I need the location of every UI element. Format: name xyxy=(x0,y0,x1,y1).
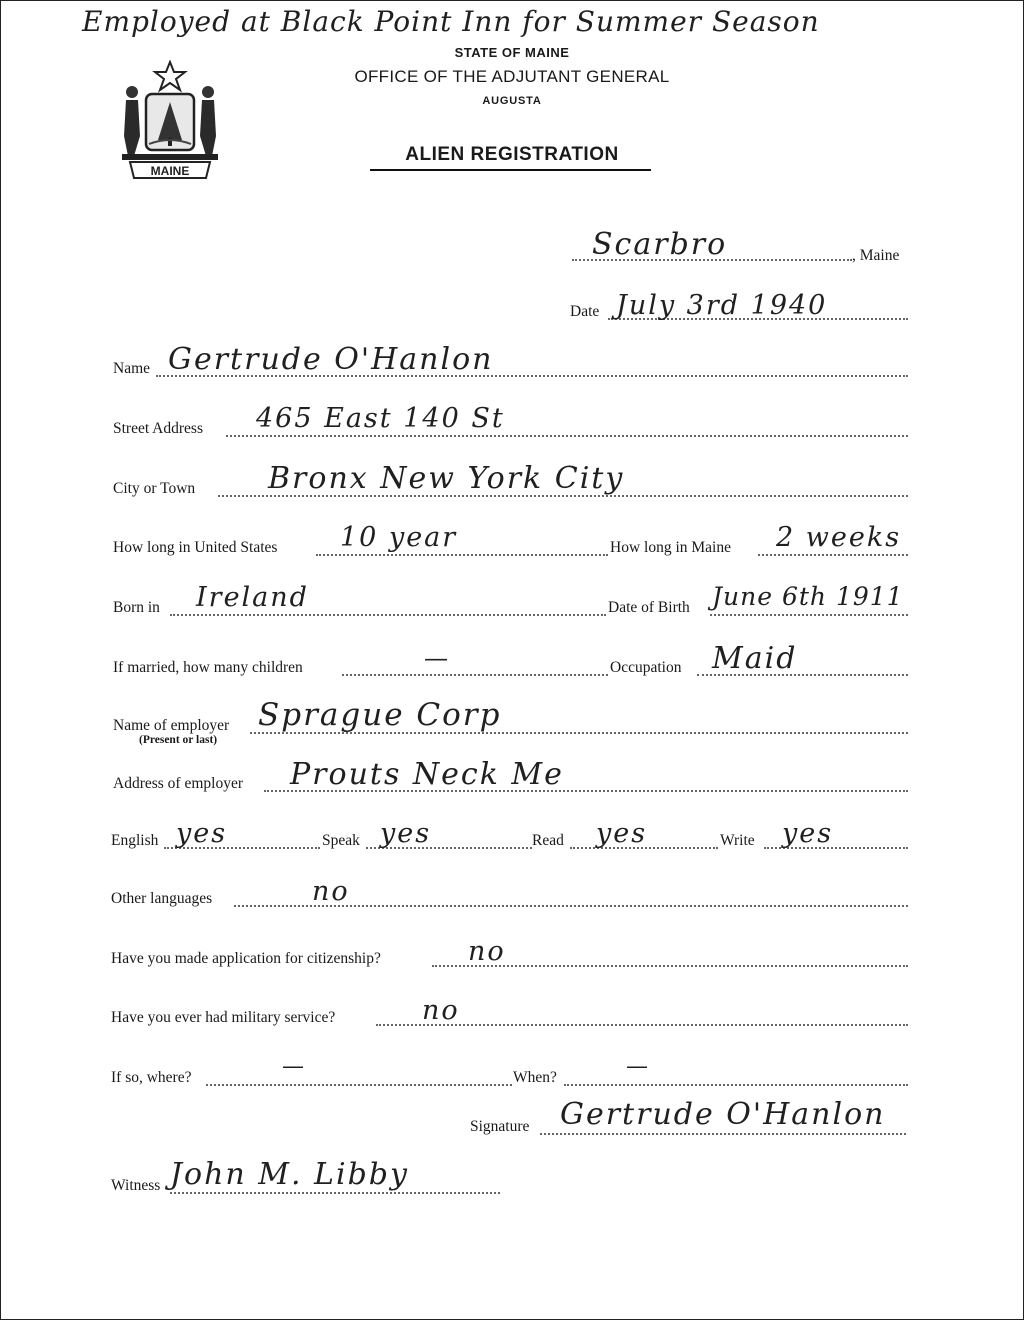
witness-dots xyxy=(170,1192,500,1194)
employer-name-label: Name of employer xyxy=(113,717,230,734)
witness-value: John M. Libby xyxy=(170,1157,409,1192)
witness-label: Witness xyxy=(111,1177,161,1194)
read-label: Read xyxy=(532,832,564,849)
occupation-value: Maid xyxy=(712,641,798,676)
street-address-dots xyxy=(226,435,908,437)
speak-value: yes xyxy=(380,818,432,849)
name-value: Gertrude O'Hanlon xyxy=(168,342,494,377)
signature-label: Signature xyxy=(470,1118,530,1135)
name-label: Name xyxy=(113,360,151,377)
employer-name-sublabel: (Present or last) xyxy=(139,734,218,746)
english-value: yes xyxy=(176,818,228,849)
maine-state-seal xyxy=(116,60,224,182)
street-address-value: 465 East 140 St xyxy=(256,403,505,434)
office-heading: OFFICE OF THE ADJUTANT GENERAL xyxy=(354,67,670,86)
date-of-birth-label: Date of Birth xyxy=(608,599,690,616)
employer-address-label: Address of employer xyxy=(113,775,243,792)
military-value: no xyxy=(422,995,460,1026)
born-in-value: Ireland xyxy=(196,582,309,613)
citizenship-label: Have you made application for citizenship? xyxy=(111,950,381,967)
children-dots xyxy=(342,674,608,676)
town-state-label: , Maine xyxy=(852,247,900,264)
when-label: When? xyxy=(513,1069,557,1086)
where-value: — xyxy=(282,1054,306,1079)
born-in-label: Born in xyxy=(113,599,160,616)
where-label: If so, where? xyxy=(111,1069,192,1086)
employer-address-value: Prouts Neck Me xyxy=(290,757,564,792)
seal-banner-text: MAINE xyxy=(150,164,190,178)
form-title: ALIEN REGISTRATION xyxy=(405,144,619,165)
city-heading: AUGUSTA xyxy=(482,95,542,107)
speak-label: Speak xyxy=(322,832,360,849)
occupation-label: Occupation xyxy=(610,659,682,676)
military-label: Have you ever had military service? xyxy=(111,1009,336,1026)
signature-value: Gertrude O'Hanlon xyxy=(560,1097,886,1132)
where-dots xyxy=(206,1084,512,1086)
how-long-maine-label: How long in Maine xyxy=(610,539,731,556)
date-value: July 3rd 1940 xyxy=(616,290,828,321)
date-of-birth-value: June 6th 1911 xyxy=(712,582,904,611)
how-long-us-label: How long in United States xyxy=(113,539,278,556)
children-value: — xyxy=(424,644,450,672)
title-underline xyxy=(370,169,651,171)
write-label: Write xyxy=(720,832,755,849)
english-label: English xyxy=(111,832,159,849)
how-long-maine-value: 2 weeks xyxy=(776,522,902,553)
state-heading: STATE OF MAINE xyxy=(454,45,570,60)
born-in-dots xyxy=(170,614,606,616)
write-value: yes xyxy=(782,818,834,849)
children-label: If married, how many children xyxy=(113,659,303,676)
when-value: — xyxy=(626,1054,650,1079)
top-annotation: Employed at Black Point Inn for Summer Season xyxy=(82,5,820,38)
how-long-us-value: 10 year xyxy=(340,522,458,553)
street-address-label: Street Address xyxy=(113,420,203,437)
city-town-label: City or Town xyxy=(113,480,196,497)
how-long-us-dots xyxy=(316,554,608,556)
citizenship-value: no xyxy=(468,936,506,967)
signature-dots xyxy=(540,1133,906,1135)
other-languages-value: no xyxy=(312,876,350,907)
date-of-birth-dots xyxy=(710,614,908,616)
when-dots xyxy=(564,1084,908,1086)
read-value: yes xyxy=(596,818,648,849)
employer-name-value: Sprague Corp xyxy=(258,697,502,733)
how-long-maine-dots xyxy=(758,554,908,556)
city-town-value: Bronx New York City xyxy=(268,461,625,496)
date-label: Date xyxy=(570,303,600,320)
town-value: Scarbro xyxy=(592,227,728,262)
other-languages-label: Other languages xyxy=(111,890,213,907)
